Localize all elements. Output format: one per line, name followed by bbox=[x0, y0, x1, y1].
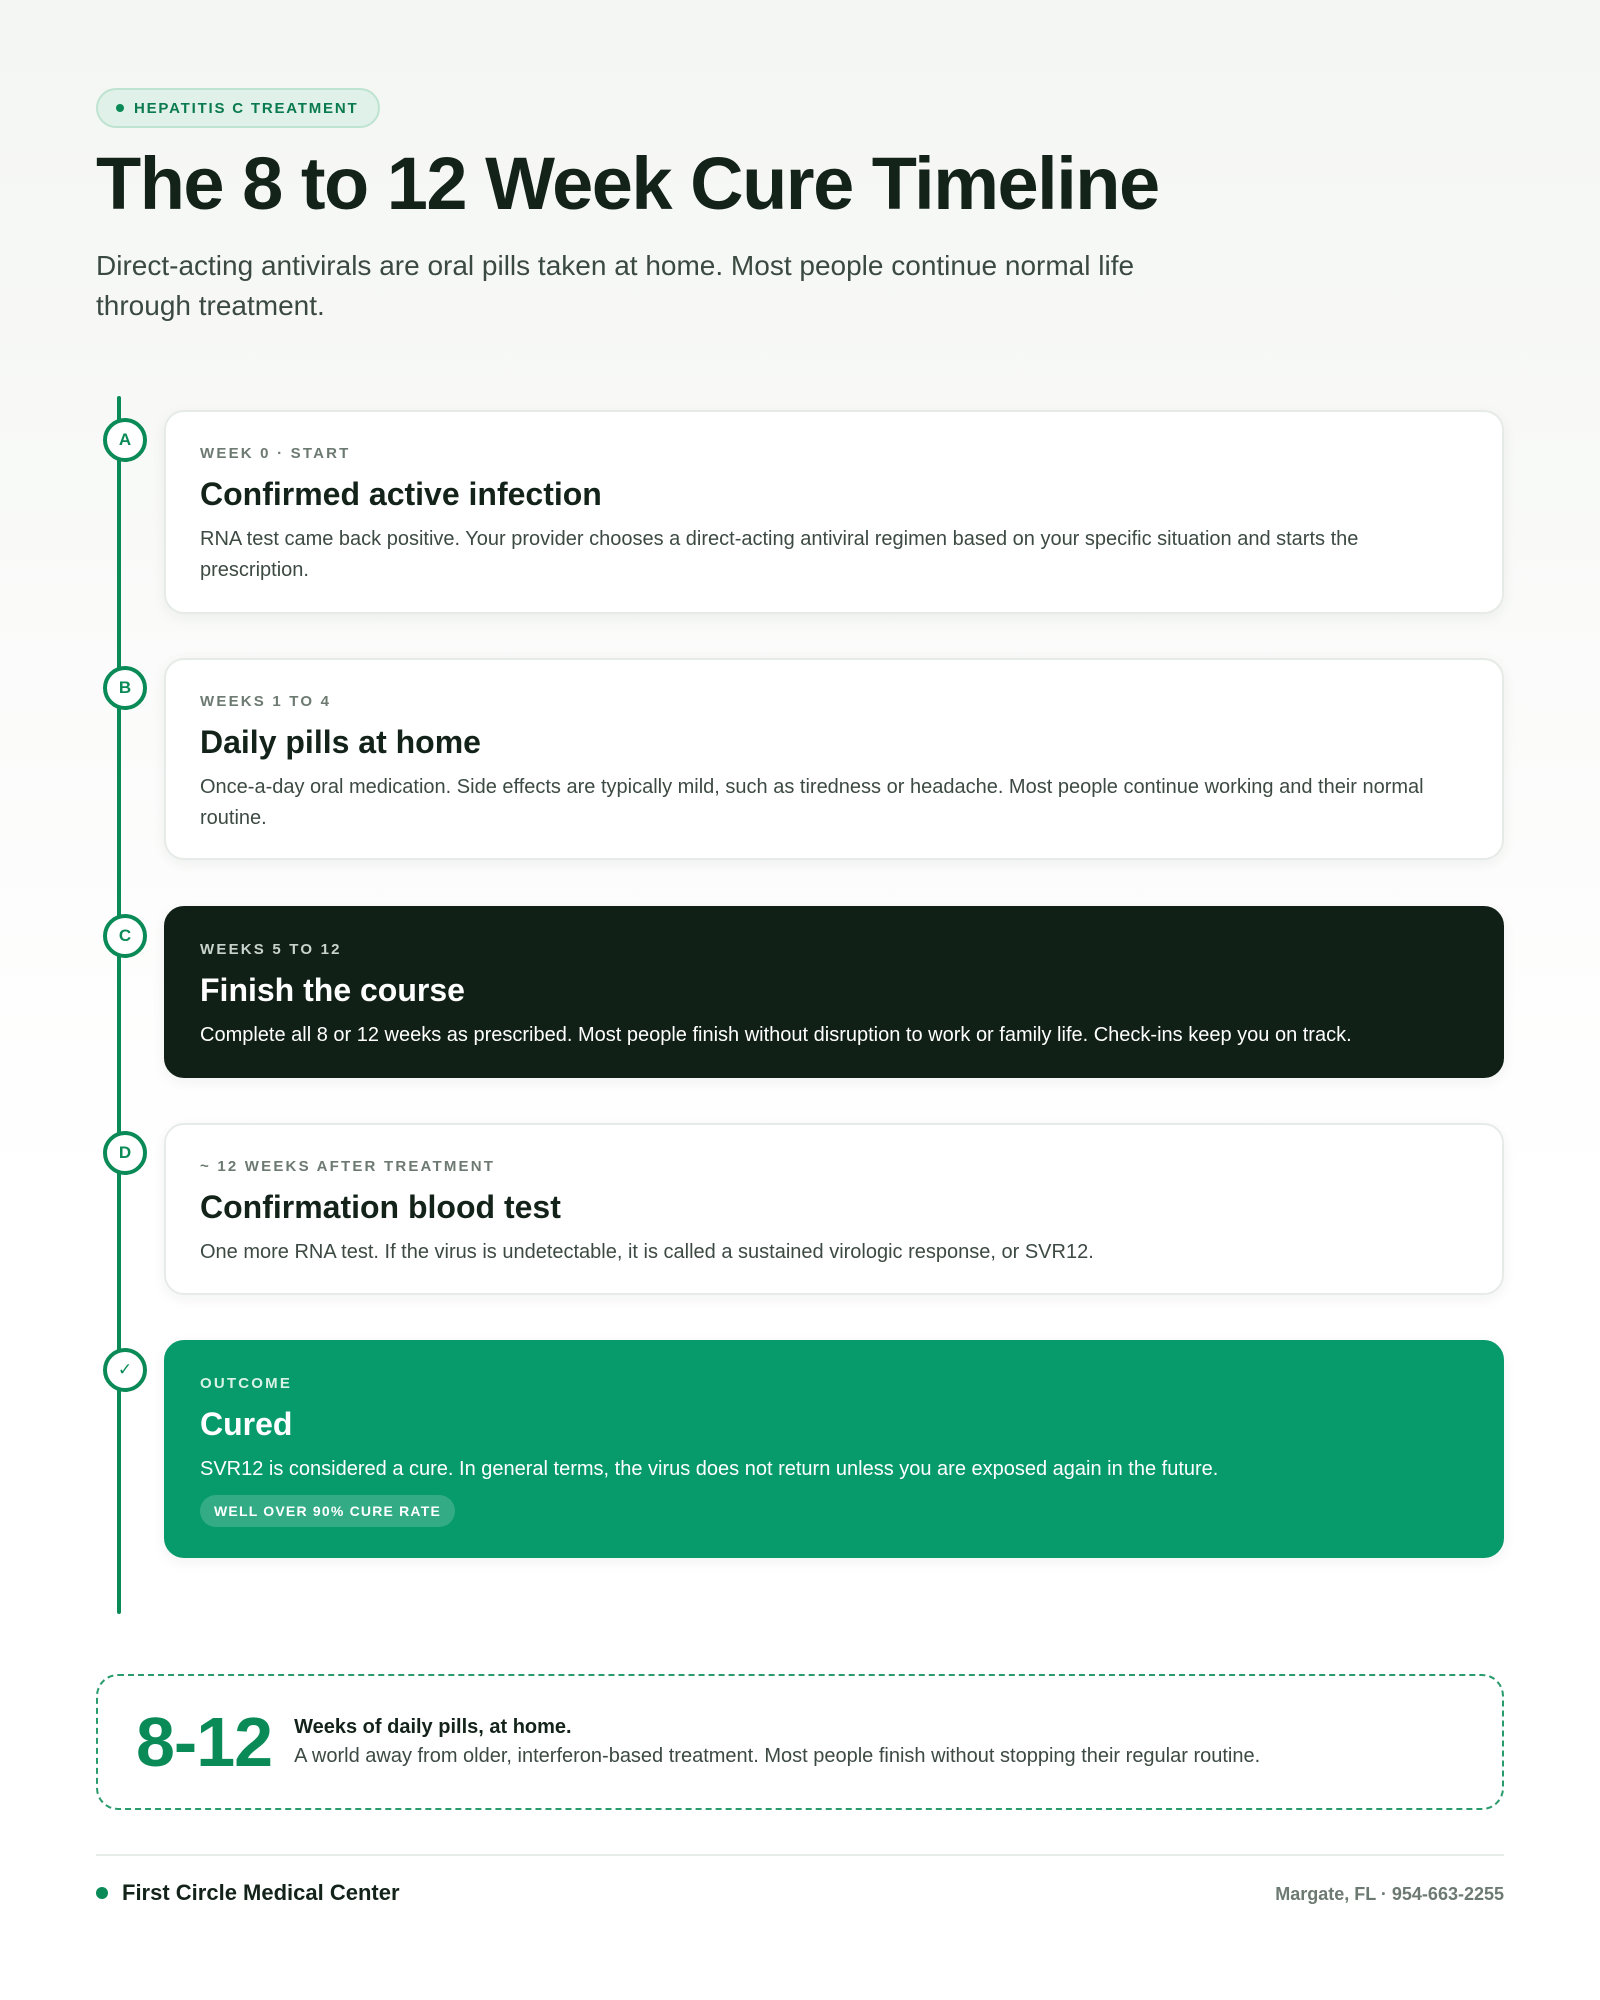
step-body: Once-a-day oral medication. Side effects are typically mild, such as tiredness or headache. Most people continue working and their normal routine. bbox=[200, 776, 1424, 829]
brand-dot-icon bbox=[96, 1887, 108, 1899]
step-heading: Cured bbox=[200, 1406, 293, 1442]
step-heading: Confirmation blood test bbox=[200, 1189, 561, 1225]
stat-body: A world away from older, interferon-based treatment. Most people finish without stopping their regular routine. bbox=[294, 1745, 1261, 1767]
step-heading: Finish the course bbox=[200, 972, 465, 1008]
stat-heading: Weeks of daily pills, at home. bbox=[294, 1716, 572, 1738]
step-label: WEEKS 1 TO 4 bbox=[200, 693, 332, 710]
stat-text bbox=[294, 1713, 1260, 1771]
step-card-c bbox=[164, 906, 1504, 1078]
timeline-line bbox=[117, 396, 121, 1614]
step-label: OUTCOME bbox=[200, 1375, 293, 1392]
organization-name: First Circle Medical Center bbox=[122, 1880, 400, 1905]
footer-contact: Margate, FL · 954-663-2255 bbox=[1275, 1884, 1504, 1904]
step-card-b bbox=[164, 658, 1504, 860]
badge-dot-icon bbox=[116, 104, 124, 112]
step-label: WEEKS 5 TO 12 bbox=[200, 941, 342, 958]
step-body: SVR12 is considered a cure. In general terms, the virus does not return unless you are exposed again in the future. bbox=[200, 1458, 1219, 1480]
checkmark-icon: ✓ bbox=[103, 1348, 147, 1392]
category-badge bbox=[96, 88, 380, 128]
step-label: WEEK 0 · START bbox=[200, 445, 351, 462]
step-heading: Daily pills at home bbox=[200, 724, 481, 760]
footer-divider bbox=[96, 1854, 1504, 1856]
stat-number: 8-12 bbox=[136, 1703, 273, 1781]
step-marker-c: C bbox=[103, 914, 147, 958]
step-marker-a: A bbox=[103, 418, 147, 462]
footer-brand bbox=[96, 1880, 400, 1906]
page bbox=[96, 0, 1504, 2000]
category-badge-label: HEPATITIS C TREATMENT bbox=[134, 99, 359, 117]
step-card-outcome bbox=[164, 1340, 1504, 1558]
stat-callout bbox=[96, 1674, 1504, 1810]
step-card-d bbox=[164, 1123, 1504, 1295]
page-subtitle: Direct-acting antivirals are oral pills taken at home. Most people continue normal life through treatment. bbox=[96, 250, 1135, 321]
step-heading: Confirmed active infection bbox=[200, 476, 602, 512]
step-card-a bbox=[164, 410, 1504, 614]
step-label: ~ 12 WEEKS AFTER TREATMENT bbox=[200, 1158, 496, 1175]
step-body: One more RNA test. If the virus is undetectable, it is called a sustained virologic response, or SVR12. bbox=[200, 1241, 1094, 1263]
step-marker-b: B bbox=[103, 666, 147, 710]
cure-rate-badge: WELL OVER 90% CURE RATE bbox=[200, 1495, 455, 1527]
page-title: The 8 to 12 Week Cure Timeline bbox=[96, 142, 1159, 225]
step-body: Complete all 8 or 12 weeks as prescribed. Most people finish without disruption to work or family life. Check-ins keep you on track. bbox=[200, 1024, 1352, 1046]
step-marker-d: D bbox=[103, 1131, 147, 1175]
step-body: RNA test came back positive. Your provider chooses a direct-acting antiviral regimen based on your specific situation and starts the prescription. bbox=[200, 528, 1359, 581]
